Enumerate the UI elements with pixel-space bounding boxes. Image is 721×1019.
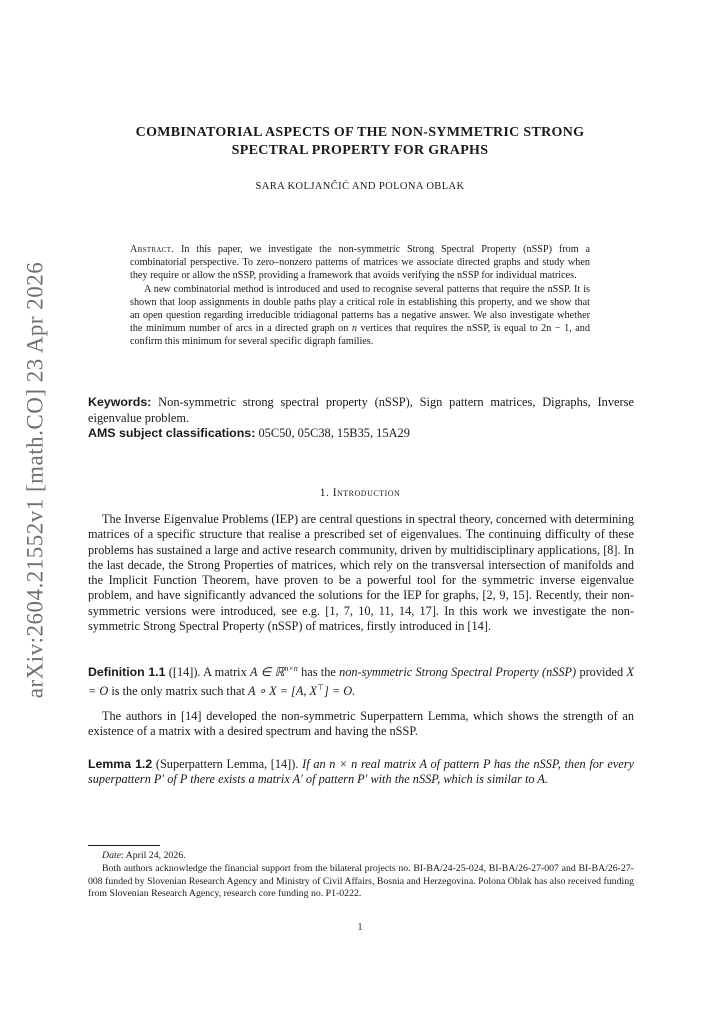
title-line-2: SPECTRAL PROPERTY FOR GRAPHS	[231, 143, 489, 158]
definition-ref: ([14]).	[168, 665, 201, 680]
ams-text: 05C50, 05C38, 15B35, 15A29	[258, 426, 410, 440]
abstract-paragraph-1	[130, 243, 590, 283]
abstract-paragraph-2	[130, 283, 590, 349]
paper-title	[80, 124, 640, 160]
definition-1-1	[88, 661, 634, 700]
lemma-1-2	[88, 757, 634, 788]
arxiv-identifier-text: arXiv:2604.21552v1 [math.CO] 23 Apr 2026	[22, 261, 48, 699]
definition-equation: A ∘ X = [A, X	[247, 684, 318, 699]
abstract-text-2a: A new combinatorial method is introduced and used to recognise several patterns that require the nSSP. It is shown that loop assignments in double paths play a critical role in establishing this property, and we show that an open question regarding irreducible tridiagonal patterns has a negative answer. We also investigate whether the minimum number of arcs in a directed graph on	[130, 283, 590, 335]
definition-text	[88, 661, 634, 700]
abstract-text-2b: vertices that requires the nSSP, is equal to	[356, 323, 542, 335]
introduction-paragraph	[88, 512, 634, 634]
arxiv-identifier	[10, 261, 60, 699]
footnote-date-label: Date	[102, 850, 122, 861]
footnote-date	[88, 850, 634, 863]
page-number: 1	[357, 922, 363, 933]
abstract-label: Abstract.	[130, 244, 175, 255]
definition-term: non-symmetric Strong Spectral Property (nSSP)	[339, 665, 577, 680]
definition-matrix: A ∈ ℝ	[250, 665, 285, 680]
keywords-line	[88, 395, 634, 426]
abstract	[130, 243, 590, 349]
lemma-text: If an n × n real matrix A of pattern P has the nSSP, then for every superpattern P′ of P there exists a matrix A′ of pattern P′ with the nSSP, which is similar to A.	[88, 757, 634, 787]
definition-equation-sup: ⊤	[317, 683, 324, 693]
keywords-label: Keywords:	[88, 395, 152, 409]
definition-text-a: A matrix	[203, 665, 251, 680]
keywords-text: Non-symmetric strong spectral property (nSSP), Sign pattern matrices, Digraphs, Inverse eigenvalue problem.	[88, 395, 634, 425]
ams-label: AMS subject classifications:	[88, 426, 256, 440]
paper-authors: SARA KOLJANČIĆ AND POLONA OBLAK	[255, 181, 465, 192]
footnote-funding: Both authors acknowledge the financial support from the bilateral projects no. BI-BA/24-25-024, BI-BA/26-27-007 and BI-BA/26-27-008 funded by Slovenian Research Agency and Ministry of Civil Affairs, Bosnia and Herzegovina. Polona Oblak has also received funding from Slovenian Research Agency, research core funding no. P1-0222.	[88, 862, 634, 900]
definition-matrix-sup: n×n	[284, 664, 298, 673]
definition-text-c: provided	[576, 665, 627, 680]
definition-label: Definition 1.1	[88, 665, 166, 680]
section-heading-introduction: 1. Introduction	[319, 487, 401, 499]
abstract-text-2c: , and confirm this minimum for several specific digraph families.	[130, 323, 590, 348]
footnote	[88, 850, 634, 901]
footnote-date-value: : April 24, 2026.	[121, 850, 186, 861]
definition-text-d: is the only matrix such that	[108, 684, 248, 699]
definition-text-b: has the	[297, 665, 340, 680]
lemma-ref: (Superpattern Lemma, [14]).	[155, 757, 299, 771]
abstract-math-2n: 2n − 1	[541, 323, 570, 335]
footnote-rule	[88, 845, 160, 846]
definition-equation-end: ] = O.	[323, 684, 356, 699]
superpattern-text: The authors in [14] developed the non-symmetric Superpattern Lemma, which shows the strength of an existence of a matrix with a desired spectrum and having the nSSP.	[88, 709, 634, 739]
keywords-block	[88, 395, 634, 442]
abstract-text-1: In this paper, we investigate the non-symmetric Strong Spectral Property (nSSP) from a combinatorial perspective. To zero–nonzero patterns of matrices we associate directed graphs and study when they require or allow the nSSP, providing a framework that avoids verifying the nSSP for individual matrices.	[130, 244, 590, 282]
lemma-label: Lemma 1.2	[88, 757, 153, 771]
ams-line	[88, 426, 634, 442]
abstract-math-n: n	[351, 323, 357, 335]
introduction-text: The Inverse Eigenvalue Problems (IEP) are central questions in spectral theory, concerned with determining matrices of a specific structure that realise a prescribed set of eigenvalues. The continuing difficulty of these problems has sustained a large and active research community, driven by multidisciplinary applications, [8]. In the last decade, the Strong Properties of matrices, which rely on the transversal intersection of manifolds and the Implicit Function Theorem, have proven to be a powerful tool for the symmetric inverse eigenvalue problem, and have significantly advanced the solutions for the IEP for graphs, [2, 9, 15]. Recently, their non-symmetric versions were introduced, see e.g. [1, 7, 10, 11, 14, 17]. In this work we investigate the non-symmetric Strong Spectral Property (nSSP) of matrices, firstly introduced in [14].	[88, 512, 634, 634]
lemma-text-line	[88, 757, 634, 788]
superpattern-paragraph	[88, 709, 634, 740]
definition-condition: X = O	[88, 665, 634, 699]
title-line-1: COMBINATORIAL ASPECTS OF THE NON-SYMMETRIC STRONG	[135, 125, 585, 140]
